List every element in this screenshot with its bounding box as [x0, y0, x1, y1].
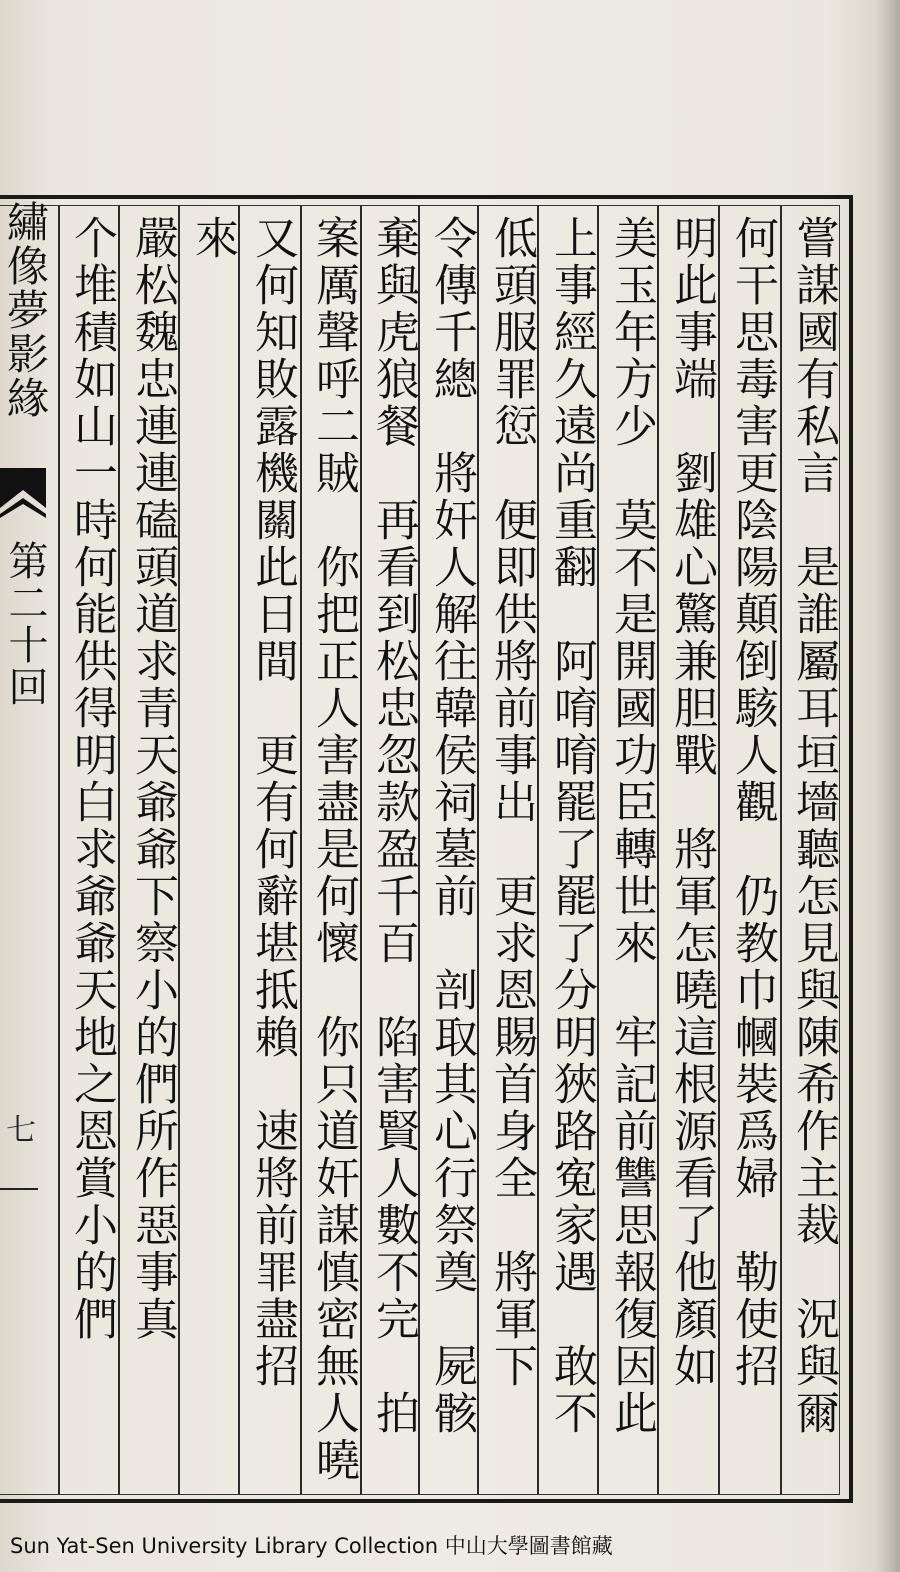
text-column: 个堆積如山一時何能供得明白求爺爺天地之恩賞小的們	[66, 215, 117, 1343]
gutter-page-number: 七	[6, 1113, 36, 1148]
column-divider	[58, 205, 60, 1495]
column-divider	[238, 205, 240, 1495]
gutter-rule	[0, 1188, 38, 1190]
text-column: 嘗謀國有私言 是誰屬耳垣墻聽怎見與陳希作主裁 況與爾	[788, 215, 839, 1437]
text-column: 上事經久遠尚重翻 阿唷唷罷了罷了分明狹路寃家遇 敢不	[546, 215, 597, 1437]
text-column: 棄與虎狼餐 再看到松忠忽款盈千百 陷害賢人數不完 拍	[368, 215, 419, 1437]
gutter-book-title: 繡像夢影緣	[1, 200, 50, 420]
text-column: 案厲聲呼二賊 你把正人害盡是何懷 你只道奸謀慎密無人曉	[308, 215, 359, 1484]
column-divider	[300, 205, 302, 1495]
text-column: 令傳千總 將奸人解往韓侯祠墓前 剖取其心行祭奠 屍骸	[426, 215, 477, 1437]
fish-tail-mark-icon	[0, 468, 46, 530]
text-column: 嚴松魏忠連連磕頭道求青天爺爺下察小的們所作惡事真	[127, 215, 178, 1343]
page-edge-shadow	[876, 0, 900, 1572]
text-column: 明此事端 劉雄心驚兼胆戰 將軍怎曉這根源看了他顏如	[666, 215, 717, 1390]
text-column: 美玉年方少 莫不是開國功臣轉世來 牢記前讐思報復因此	[606, 215, 657, 1437]
gutter-chapter: 第二十回	[2, 540, 48, 708]
column-divider	[780, 205, 782, 1495]
text-column: 何干思毒害更陰陽顛倒駭人觀 仍教巾幗裝爲婦 勒使招	[727, 215, 778, 1390]
text-column: 來	[187, 215, 238, 262]
text-column: 又何知敗露機關此日間 更有何辭堪抵賴 速將前罪盡招	[247, 215, 298, 1390]
library-credit: Sun Yat-Sen University Library Collection 中山大學圖書館藏	[10, 1534, 613, 1558]
text-column: 低頭服罪愆 便即供將前事出 更求恩賜首身全 將軍下	[486, 215, 537, 1390]
